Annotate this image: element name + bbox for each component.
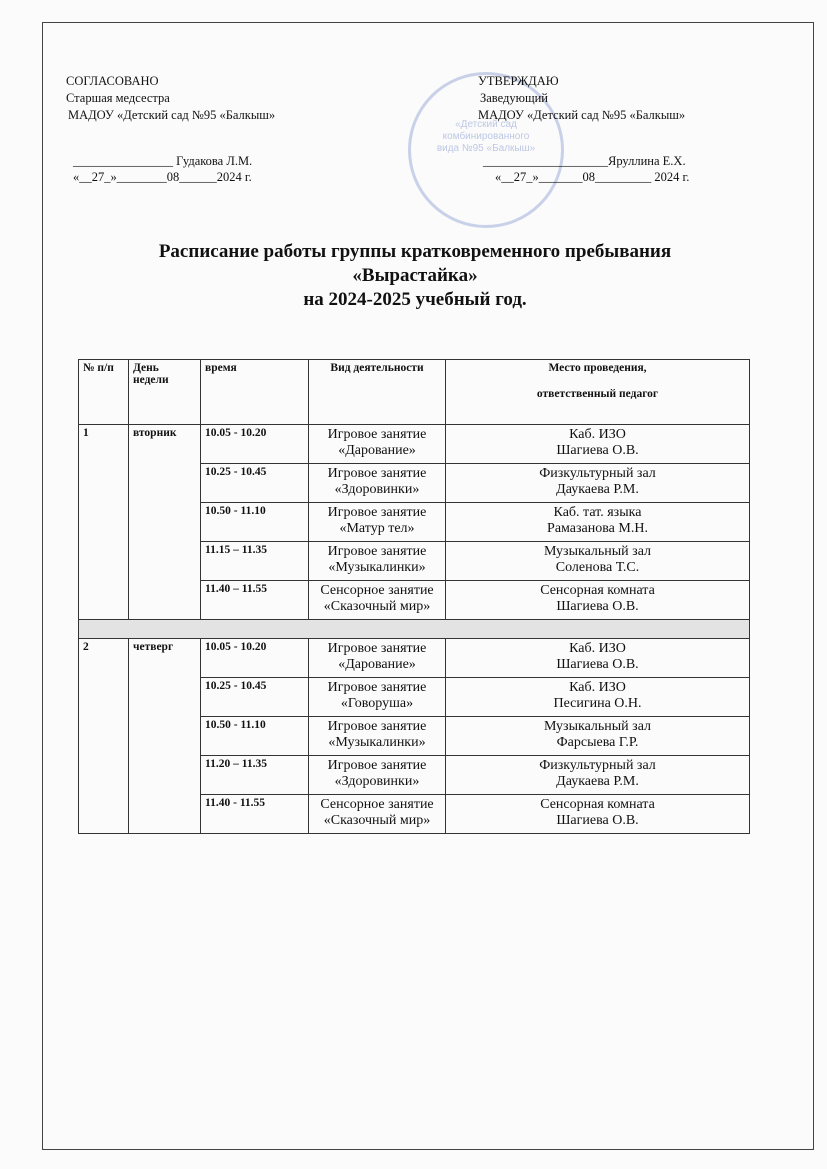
place-name: Каб. ИЗО	[569, 427, 626, 442]
row-time: 10.50 - 11.10	[201, 503, 309, 542]
teacher-name: Фарсыева Г.Р.	[556, 735, 639, 750]
row-num: 1	[79, 425, 129, 620]
row-place	[446, 756, 750, 795]
teacher-name: Песигина О.Н.	[553, 696, 642, 711]
approval-org: МАДОУ «Детский сад №95 «Балкыш»	[478, 108, 686, 122]
row-time: 10.25 - 10.45	[201, 464, 309, 503]
place-name: Каб. ИЗО	[569, 680, 626, 695]
group-separator	[79, 620, 750, 639]
row-place	[446, 425, 750, 464]
row-time: 10.50 - 11.10	[201, 717, 309, 756]
header-place-line1: Место проведения,	[548, 362, 647, 374]
row-time: 11.15 – 11.35	[201, 542, 309, 581]
row-activity	[309, 425, 446, 464]
teacher-name: Соленова Т.С.	[555, 560, 640, 575]
row-activity	[309, 503, 446, 542]
approval-date: «__27_»________08______2024 г.	[73, 170, 252, 184]
header-activity: Вид деятельности	[309, 360, 446, 425]
table-row	[79, 639, 750, 678]
stamp-text: «Детский сад комбинированного вида №95 «Балкыш»	[436, 119, 536, 154]
activity-name: «Говоруша»	[340, 696, 414, 711]
teacher-name: Шагиева О.В.	[556, 443, 639, 458]
row-time: 11.40 - 11.55	[201, 795, 309, 834]
separator-cell	[79, 620, 750, 639]
teacher-name: Даукаева Р.М.	[556, 774, 639, 789]
place-name: Музыкальный зал	[543, 544, 652, 559]
teacher-name: Даукаева Р.М.	[556, 482, 639, 497]
place-name: Физкультурный зал	[539, 466, 656, 481]
row-place	[446, 542, 750, 581]
row-place	[446, 678, 750, 717]
row-activity	[309, 464, 446, 503]
teacher-name: Шагиева О.В.	[556, 813, 639, 828]
approval-signature: ________________ Гудакова Л.М.	[73, 154, 253, 168]
header-time: время	[201, 360, 309, 425]
activity-type: Сенсорное занятие	[320, 797, 434, 812]
activity-name: «Здоровинки»	[334, 774, 420, 789]
row-activity	[309, 756, 446, 795]
teacher-name: Рамазанова М.Н.	[547, 521, 648, 536]
approval-role: Старшая медсестра	[66, 91, 170, 105]
activity-name: «Сказочный мир»	[323, 599, 431, 614]
place-name: Каб. тат. языка	[553, 505, 642, 520]
header-day: День недели	[129, 360, 201, 425]
activity-type: Игровое занятие	[327, 719, 427, 734]
activity-type: Игровое занятие	[327, 641, 427, 656]
teacher-name: Шагиева О.В.	[556, 599, 639, 614]
approval-role: Заведующий	[480, 91, 548, 105]
row-activity	[309, 795, 446, 834]
approval-signature: ____________________Яруллина Е.Х.	[483, 154, 686, 168]
row-num: 2	[79, 639, 129, 834]
activity-type: Игровое занятие	[327, 544, 427, 559]
table-row	[79, 425, 750, 464]
row-activity	[309, 639, 446, 678]
row-time: 10.25 - 10.45	[201, 678, 309, 717]
row-activity	[309, 678, 446, 717]
row-place	[446, 503, 750, 542]
header-num: № п/п	[79, 360, 129, 425]
row-activity	[309, 542, 446, 581]
place-name: Сенсорная комната	[540, 583, 655, 598]
row-day: четверг	[129, 639, 201, 834]
place-name: Музыкальный зал	[543, 719, 652, 734]
title-line-3: на 2024-2025 учебный год.	[303, 289, 527, 310]
row-day: вторник	[129, 425, 201, 620]
approval-date: «__27_»_______08_________ 2024 г.	[495, 170, 690, 184]
activity-type: Игровое занятие	[327, 505, 427, 520]
activity-name: «Сказочный мир»	[323, 813, 431, 828]
activity-type: Игровое занятие	[327, 427, 427, 442]
row-time: 10.05 - 10.20	[201, 639, 309, 678]
activity-type: Игровое занятие	[327, 466, 427, 481]
activity-name: «Матур тел»	[339, 521, 415, 536]
row-time: 11.20 – 11.35	[201, 756, 309, 795]
activity-name: «Дарование»	[338, 443, 416, 458]
place-name: Физкультурный зал	[539, 758, 656, 773]
row-activity	[309, 581, 446, 620]
table-header	[79, 360, 750, 425]
place-name: Каб. ИЗО	[569, 641, 626, 656]
header-place-line2: ответственный педагог	[536, 388, 659, 400]
activity-name: «Музыкалинки»	[328, 735, 426, 750]
activity-type: Игровое занятие	[327, 680, 427, 695]
approval-heading: СОГЛАСОВАНО	[66, 74, 159, 88]
approval-org: МАДОУ «Детский сад №95 «Балкыш»	[68, 108, 276, 122]
row-activity	[309, 717, 446, 756]
row-place	[446, 795, 750, 834]
schedule-table	[78, 359, 750, 834]
teacher-name: Шагиева О.В.	[556, 657, 639, 672]
title-line-2: «Вырастайка»	[352, 265, 478, 286]
row-place	[446, 717, 750, 756]
title-line-1: Расписание работы группы кратковременного пребывания	[158, 241, 672, 262]
place-name: Сенсорная комната	[540, 797, 655, 812]
row-place	[446, 639, 750, 678]
header-place	[446, 360, 750, 425]
activity-name: «Дарование»	[338, 657, 416, 672]
activity-name: «Здоровинки»	[334, 482, 420, 497]
row-time: 10.05 - 10.20	[201, 425, 309, 464]
approval-heading: УТВЕРЖДАЮ	[478, 74, 559, 88]
row-time: 11.40 – 11.55	[201, 581, 309, 620]
row-place	[446, 581, 750, 620]
row-place	[446, 464, 750, 503]
activity-name: «Музыкалинки»	[328, 560, 426, 575]
activity-type: Игровое занятие	[327, 758, 427, 773]
activity-type: Сенсорное занятие	[320, 583, 434, 598]
